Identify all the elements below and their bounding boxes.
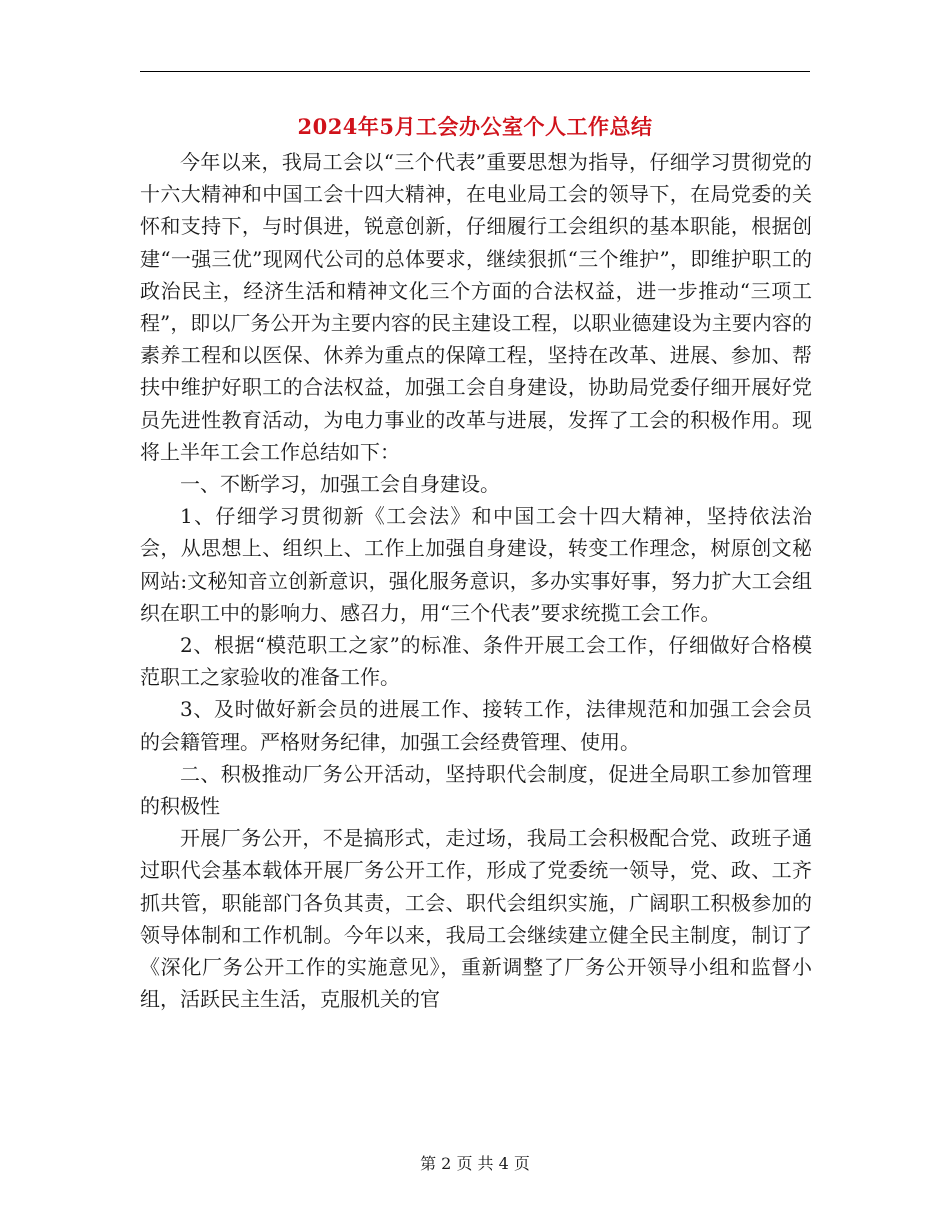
paragraph-item-1: 1、仔细学习贯彻新《工会法》和中国工会十四大精神，坚持依法治会，从思想上、组织上、工作上加强自身建设，转变工作理念，树原创文秘网站:文秘知音立创新意识，强化服务意识，多办实事好事，努力扩大工会组织在职工中的影响力、感召力，用“三个代表”要求统揽工会工作。 xyxy=(140,504,812,625)
paragraph-item-3: 3、及时做好新会员的进展工作、接转工作，法律规范和加强工会会员的会籍管理。严格财务纪律，加强工会经费管理、使用。 xyxy=(140,697,812,754)
section-heading-1: 一、不断学习，加强工会自身建设。 xyxy=(180,472,500,497)
document-body xyxy=(140,146,812,1015)
page-number-footer: 第 2 页 共 4 页 xyxy=(420,1154,530,1173)
paragraph-intro: 今年以来，我局工会以“三个代表”重要思想为指导，仔细学习贯彻党的十六大精神和中国工会十四大精神，在电业局工会的领导下，在局党委的关怀和支持下，与时俱进，锐意创新，仔细履行工会组织的基本职能，根据创建“一强三优”现网代公司的总体要求，继续狠抓“三个维护”，即维护职工的政治民主，经济生活和精神文化三个方面的合法权益，进一步推动“三项工程”，即以厂务公开为主要内容的民主建设工程，以职业德建设为主要内容的素养工程和以医保、休养为重点的保障工程，坚持在改革、进展、参加、帮扶中维护好职工的合法权益，加强工会自身建设，协助局党委仔细开展好党员先进性教育活动，为电力事业的改革与进展，发挥了工会的积极作用。现将上半年工会工作总结如下： xyxy=(140,150,812,464)
paragraph-factory-affairs: 开展厂务公开，不是搞形式，走过场，我局工会积极配合党、政班子通过职代会基本载体开展厂务公开工作，形成了党委统一领导，党、政、工齐抓共管，职能部门各负其责，工会、职代会组织实施，广阔职工积极参加的领导体制和工作机制。今年以来，我局工会继续建立健全民主制度，制订了《深化厂务公开工作的实施意见》，重新调整了厂务公开领导小组和监督小组，活跃民主生活，克服机关的官 xyxy=(140,826,812,1012)
header-rule xyxy=(140,71,810,72)
document-title: 2024年5月工会办公室个人工作总结 xyxy=(297,114,653,139)
paragraph-item-2: 2、根据“模范职工之家”的标准、条件开展工会工作，仔细做好合格模范职工之家验收的准备工作。 xyxy=(140,633,812,690)
section-heading-2: 二、积极推动厂务公开活动，坚持职代会制度，促进全局职工参加管理的积极性 xyxy=(140,761,812,819)
